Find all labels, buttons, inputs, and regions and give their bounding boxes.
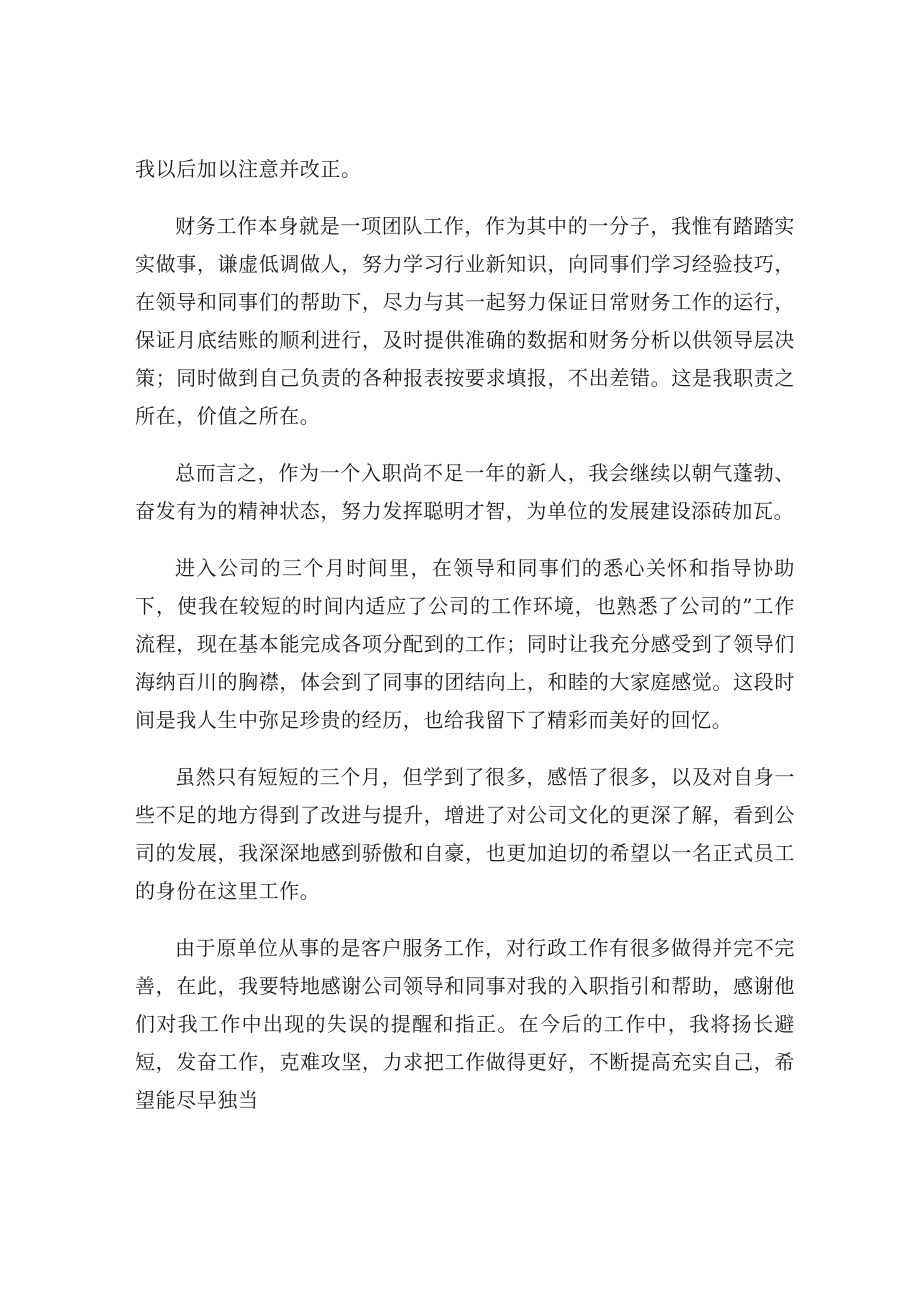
document-body bbox=[135, 150, 795, 1138]
paragraph-continuation: 我以后加以注意并改正。 bbox=[135, 157, 362, 181]
paragraph-summary: 总而言之，作为一个入职尚不足一年的新人，我会继续以朝气蓬勃、奋发有为的精神状态，努力发挥聪明才智，为单位的发展建设添砖加瓦。 bbox=[135, 461, 795, 523]
paragraph-three-months: 进入公司的三个月时间里，在领导和同事们的悉心关怀和指导协助下，使我在较短的时间内适应了公司的工作环境，也熟悉了公司的”工作流程，现在基本能完成各项分配到的工作；同时让我充分感受到了领导们海纳百川的胸襟，体会到了同事的团结向上，和睦的大家庭感觉。这段时间是我人生中弥足珍贵的经历，也给我留下了精彩而美好的回忆。 bbox=[135, 556, 795, 732]
paragraph-learned: 虽然只有短短的三个月，但学到了很多，感悟了很多，以及对自身一些不足的地方得到了改进与提升，增进了对公司文化的更深了解，看到公司的发展，我深深地感到骄傲和自豪，也更加迫切的希望以一名正式员工的身份在这里工作。 bbox=[135, 765, 795, 903]
paragraph-finance-teamwork: 财务工作本身就是一项团队工作，作为其中的一分子，我惟有踏踏实实做事，谦虚低调做人，努力学习行业新知识，向同事们学习经验技巧，在领导和同事们的帮助下，尽力与其一起努力保证日常财务工作的运行，保证月底结账的顺利进行，及时提供准确的数据和财务分析以供领导层决策；同时做到自己负责的各种报表按要求填报，不出差错。这是我职责之所在，价值之所在。 bbox=[135, 214, 795, 428]
paragraph-gratitude: 由于原单位从事的是客户服务工作，对行政工作有很多做得并完不完善，在此，我要特地感谢公司领导和同事对我的入职指引和帮助，感谢他们对我工作中出现的失误的提醒和指正。在今后的工作中，我将扬长避短，发奋工作，克难攻坚，力求把工作做得更好，不断提高充实自己，希望能尽早独当 bbox=[135, 936, 795, 1112]
